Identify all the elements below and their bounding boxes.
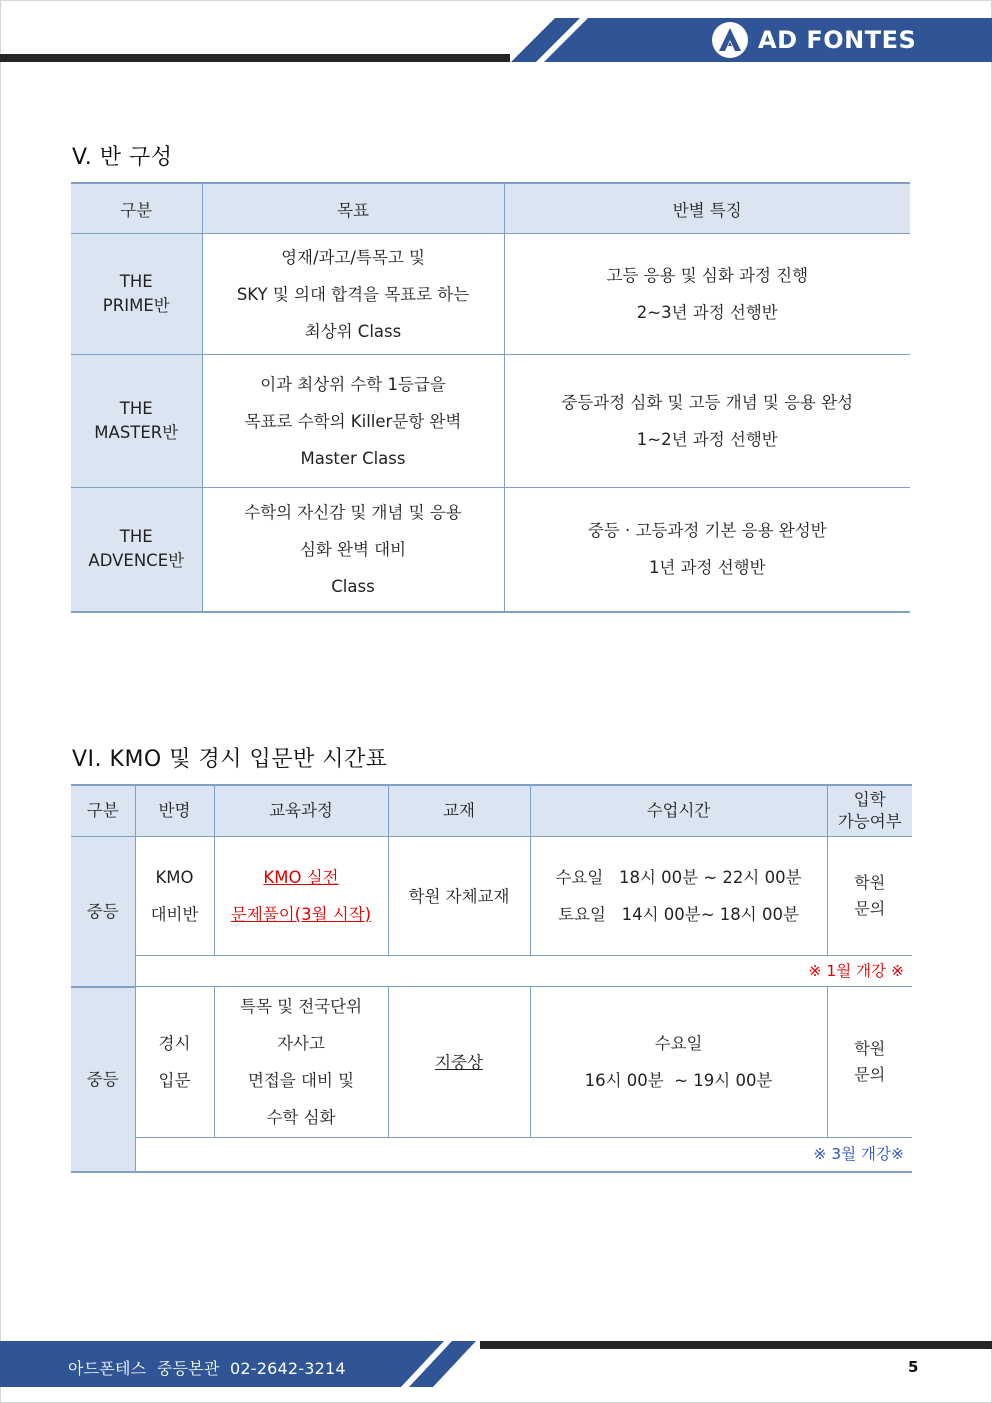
course: 특목 및 전국단위 자사고 면접을 대비 및 수학 심화	[214, 987, 388, 1138]
class-feature: 중등 · 고등과정 기본 응용 완성반 1년 과정 선행반	[504, 488, 910, 612]
logo	[712, 22, 916, 58]
class-name: KMO 대비반	[135, 837, 214, 956]
class-time: 수요일 18시 00분 ~ 22시 00분 토요일 14시 00분~ 18시 00분	[530, 837, 827, 956]
class-goal: 이과 최상위 수학 1등급을 목표로 수학의 Killer문항 완벽 Master Class	[202, 355, 504, 488]
logo-text: AD FONTES	[758, 26, 917, 54]
page-number: 5	[908, 1358, 919, 1376]
admission: 학원 문의	[827, 837, 912, 956]
logo-a-icon	[712, 22, 748, 58]
class-time: 수요일 16시 00분 ~ 19시 00분	[530, 987, 827, 1138]
header-textbook: 교재	[388, 785, 530, 837]
table-row	[71, 355, 910, 488]
schedule-table	[71, 784, 912, 1173]
row-group: 중등	[71, 837, 135, 987]
header-bar	[0, 54, 510, 62]
opening-note: ※ 3월 개강※	[135, 1138, 912, 1172]
table-row	[71, 234, 910, 355]
course: KMO 실전 문제풀이(3월 시작)	[214, 837, 388, 956]
header-category: 구분	[71, 183, 202, 234]
section-5-title: V. 반 구성	[72, 145, 173, 170]
table-row	[71, 488, 910, 612]
textbook: 지중상	[388, 987, 530, 1138]
table-header-row	[71, 785, 912, 837]
table-row	[71, 987, 912, 1138]
class-name: THE PRIME반	[71, 234, 202, 355]
class-goal: 영재/과고/특목고 및 SKY 및 의대 합격을 목표로 하는 최상위 Class	[202, 234, 504, 355]
class-feature: 고등 응용 및 심화 과정 진행 2~3년 과정 선행반	[504, 234, 910, 355]
class-composition-table	[71, 182, 910, 613]
class-name: THE MASTER반	[71, 355, 202, 488]
note-row	[71, 1138, 912, 1172]
class-feature: 중등과정 심화 및 고등 개념 및 응용 완성 1~2년 과정 선행반	[504, 355, 910, 488]
header-course: 교육과정	[214, 785, 388, 837]
header-time: 수업시간	[530, 785, 827, 837]
table-row	[71, 837, 912, 956]
header-goal: 목표	[202, 183, 504, 234]
header-category: 구분	[71, 785, 135, 837]
section-6-title: VI. KMO 및 경시 입문반 시간표	[72, 747, 388, 772]
opening-note: ※ 1월 개강 ※	[135, 956, 912, 987]
footer-bar	[480, 1341, 992, 1349]
textbook: 학원 자체교재	[388, 837, 530, 956]
note-row	[71, 956, 912, 987]
row-group: 중등	[71, 987, 135, 1172]
header-feature: 반별 특징	[504, 183, 910, 234]
header-class-name: 반명	[135, 785, 214, 837]
class-name: THE ADVENCE반	[71, 488, 202, 612]
class-name: 경시 입문	[135, 987, 214, 1138]
footer-contact: 아드폰테스 중등본관 02-2642-3214	[68, 1359, 346, 1378]
class-goal: 수학의 자신감 및 개념 및 응용 심화 완벽 대비 Class	[202, 488, 504, 612]
table-header-row	[71, 183, 910, 234]
admission: 학원 문의	[827, 987, 912, 1138]
header-admission: 입학 가능여부	[827, 785, 912, 837]
